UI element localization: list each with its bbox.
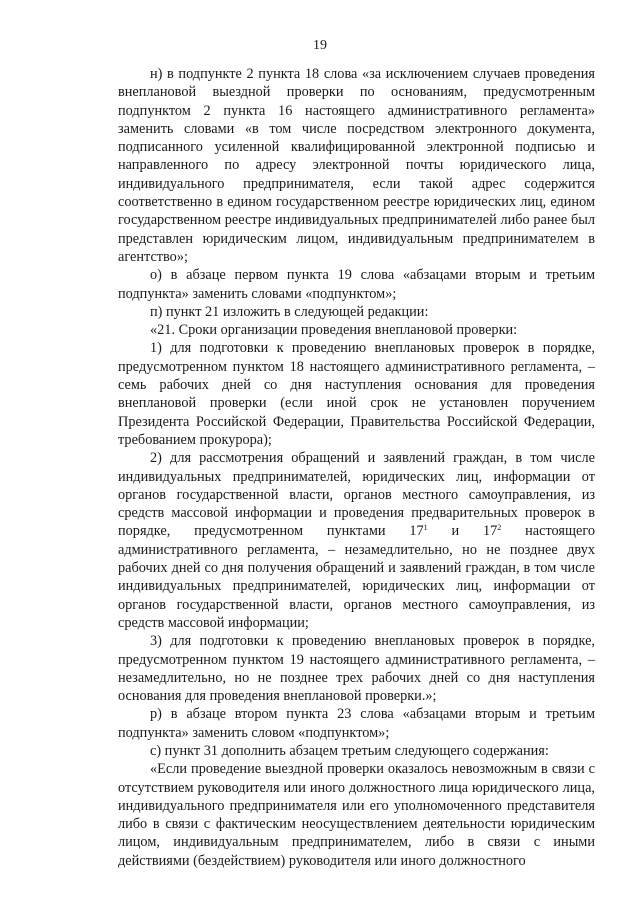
paragraph-p: п) пункт 21 изложить в следующей редакции: [150,303,429,320]
paragraph-item-2-part-3: настоящего административного регламента, – незамедлительно, но не позднее двух рабочих дней со дня получения обращений и заявлений граждан, в том числе индивидуальных предпринимателей, юридических лиц, информации от органов государственной власти, органов местного самоуправления, из средств массовой информации; [118,523,595,631]
superscript-1: 1 [423,523,428,533]
paragraph-n: н) в подпункте 2 пункта 18 слова «за исключением случаев проведения внеплановой выездной проверки по основаниям, предусмотренным подпунктом 2 пункта 16 настоящего административного регламента» заменить словами «в том числе посредством электронного документа, подписанного усиленной квалифицированной электронной подписью и направленного по адресу электронной почты юридического лица, индивидуального предпринимателя, если такой адрес содержится соответственно в едином государственном реестре юридических лиц, едином государственном реестре индивидуальных предпринимателей либо ранее был представлен юридическим лицом, индивидуальным предпринимателем в агентство»; [118,66,595,265]
paragraph-s: с) пункт 31 дополнить абзацем третьим следующего содержания: [150,742,549,759]
page-number: 19 [313,38,327,53]
paragraph-item-2 [118,449,595,632]
paragraph-item-2-part-1: 2) для рассмотрения обращений и заявлений граждан, в том числе индивидуальных предпринимателей, юридических лиц, информации от органов государственной власти, органов местного самоуправления, из средств массовой информации и проведения предварительных проверок в порядке, предусмотренном пунктами 17 [118,450,595,540]
paragraph-o: о) в абзаце первом пункта 19 слова «абзацами вторым и третьим подпункта» заменить словами «подпунктом»; [118,267,595,302]
document-body [118,65,595,870]
paragraph-item-3: 3) для подготовки к проведению внеплановых проверок в порядке, предусмотренном пунктом 19 настоящего административного регламента, – незамедлительно, но не позднее трех рабочих дней со дня наступления основания для проведения внеплановой проверки.»; [118,633,595,705]
paragraph-21-heading: «21. Сроки организации проведения внеплановой проверки: [150,322,518,339]
paragraph-quote: «Если проведение выездной проверки оказалось невозможным в связи с отсутствием руководителя или иного должностного лица юридического лица, индивидуального предпринимателя или его уполномоченного представителя либо в связи с фактическим неосуществлением деятельности юридическим лицом, индивидуальным предпринимателем, либо в связи с иными действиями (бездействием) руководителя или иного должностного [118,761,595,869]
superscript-2: 2 [497,523,502,533]
paragraph-r: р) в абзаце втором пункта 23 слова «абзацами вторым и третьим подпункта» заменить словом «подпунктом»; [118,706,595,741]
paragraph-item-1: 1) для подготовки к проведению внеплановых проверок в порядке, предусмотренном пунктом 18 настоящего административного регламента, – семь рабочих дней со дня наступления основания для проведения внеплановой проверки (если иной срок не установлен поручением Президента Российской Федерации, Правительства Российской Федерации, требованием прокурора); [118,340,595,448]
paragraph-item-2-part-2: и 17 [427,523,498,540]
